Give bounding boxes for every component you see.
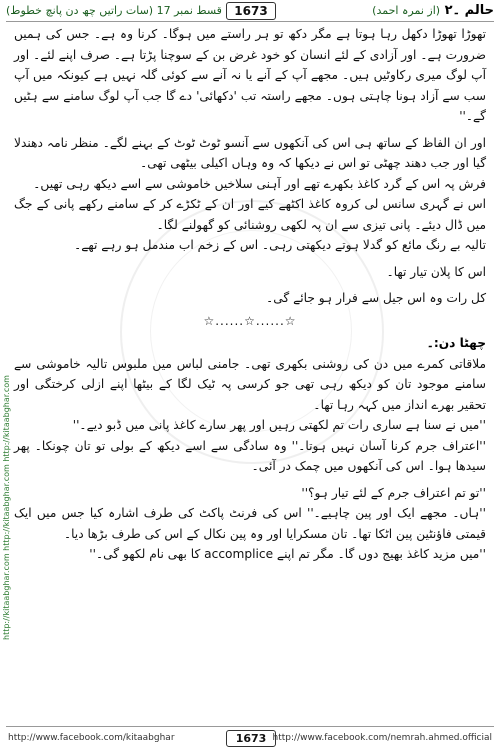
paragraph: ''میں نے سنا ہے ساری رات تم لکھتی رہیں اور پھر سارے کاغذ پانی میں ڈبو دیے۔''	[72, 418, 486, 432]
title-text: حالم ۔۲	[444, 3, 494, 18]
paragraph: تالیہ بے رنگ مائع کو گدلا ہوتے دیکھتی رہی۔ اس کے زخم اب مندمل ہو رہے تھے۔	[74, 238, 486, 252]
book-title	[372, 3, 494, 18]
paragraph: اس نے گہری سانس لی کروہ کاغذ اکٹھے کیے اور ان کے ٹکڑے کر کے سامنے رکھے پانی کے جگ میں ڈال دیئے۔ پانی تیزی سے ان پہ لکھی روشنائی کو گھولنے لگا۔	[14, 197, 486, 232]
paragraph: تھوڑا تھوڑا دکھل رہا ہوتا ہے مگر دکھ تو ہر راستے میں ہوگا۔ کرنا وہ ہے۔ جس کی ہمیں ضرورت ہے۔ اور آزادی کے لئے انسان کو خود غرض بن کے سوچنا پڑتا ہے۔ صرف اپنے لئے۔ اور آپ لوگ میری رکاوٹیں ہیں۔ مجھے آپ کے آنے یا نہ آنے سے کوئی گلہ نہیں ہے کیونکہ میں آپ سب سے آزاد ہونا چاہتی ہوں۔ مجھے راستہ تب 'دکھائی' دے گا جب آپ لوگ سامنے سے ہٹیں گے۔''	[14, 27, 486, 123]
footer-page-number: 1673	[226, 730, 276, 747]
paragraph: اور ان الفاظ کے ساتھ ہی اس کی آنکھوں سے آنسو ٹوٹ ٹوٹ کے بہنے لگے۔ منظر نامہ دھندلا گیا اور جب دھند چھٹی تو اس نے دیکھا کہ وہ وہاں اکیلی بیٹھی تھی۔	[14, 135, 486, 170]
paragraph: اس کا پلان تیار تھا۔	[386, 264, 486, 279]
paragraph: ''تو تم اعتراف جرم کے لئے تیار ہو؟''	[301, 485, 486, 500]
paragraph: ملاقاتی کمرے میں دن کی روشنی بکھری تھی۔ جامنی لباس میں ملبوس تالیہ خاموشی سے سامنے موجود تان کو دیکھ رہی تھی جو کرسی پہ ٹیک لگا کے بیٹھا اپنے ازلی کرختگی اور تحقیر بھرے انداز میں کہہ رہا تھا۔	[14, 356, 486, 412]
author-label: (از نمرہ احمد)	[372, 4, 441, 17]
page-header	[0, 0, 500, 22]
footer-link-nemrah[interactable]: http://www.facebook.com/nemrah.ahmed.official	[272, 733, 492, 743]
episode-label: قسط نمبر 17 (سات راتیں چھ دن پانچ خطوط)	[6, 4, 222, 17]
document-body	[14, 24, 486, 722]
paragraph: ''ہاں۔ مجھے ایک اور پین چاہیے۔'' اس کی فرنٹ پاکٹ کی طرف اشارہ کیا جس میں ایک قیمتی فاؤنٹین پین اٹکا تھا۔ تان مسکرایا اور وہ پین نکال کے اس کی طرف بڑھا دیا۔	[14, 506, 486, 541]
paragraph: ''اعتراف جرم کرنا آسان نہیں ہوتا۔'' وہ سادگی سے اسے دیکھ کے بولی تو تان چونکا۔ پھر سیدھا ہوا۔ اس کی آنکھوں میں چمک در آئی۔	[14, 438, 486, 473]
header-page-number: 1673	[226, 2, 276, 20]
footer-divider	[6, 726, 494, 727]
section-separator: ☆......☆......☆	[203, 313, 297, 328]
section-heading: چھٹا دن:۔	[426, 336, 486, 350]
header-divider	[6, 21, 494, 22]
page-footer	[0, 724, 500, 750]
paragraph: فرش پہ اس کے گرد کاغذ بکھرے تھے اور آہنی سلاخیں خاموشی سے اسے دیکھ رہی تھیں۔	[33, 176, 486, 191]
paragraph: ''میں مزید کاغذ بھیج دوں گا۔ مگر تم اپنے accomplice کا بھی نام لکھو گی۔''	[89, 547, 486, 561]
paragraph: کل رات وہ اس جیل سے فرار ہو جائے گی۔	[266, 291, 486, 305]
footer-link-kitaabghar[interactable]: http://www.facebook.com/kitaabghar	[8, 733, 175, 743]
left-margin-url: http://kitaabghar.com http://kitaabghar.com http://kitaabghar.com	[2, 375, 11, 640]
